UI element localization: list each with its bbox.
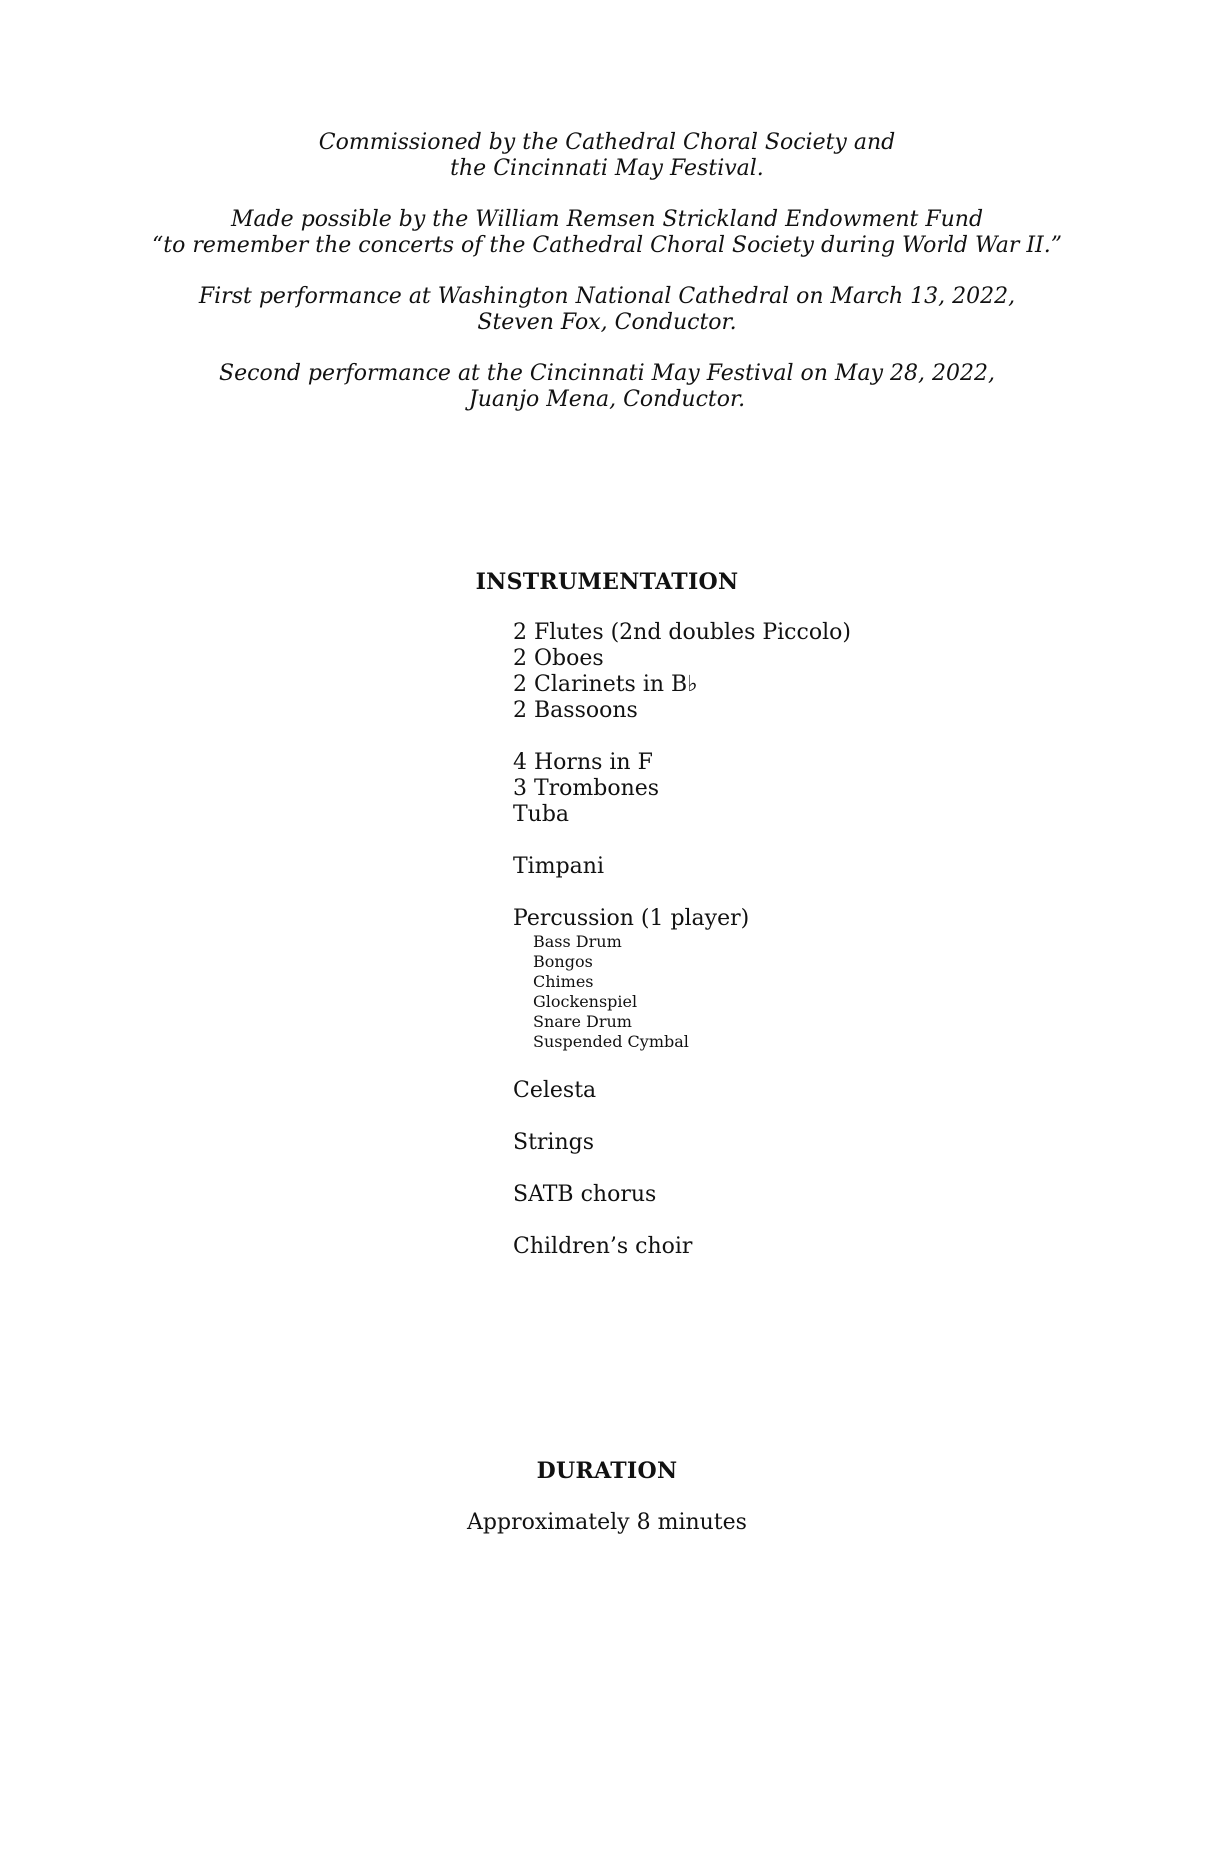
note-line: Juanjo Mena, Conductor. — [468, 387, 746, 412]
percussion-instrument: Snare Drum — [533, 1012, 632, 1031]
instrument-item: 2 Clarinets in B♭ — [513, 672, 698, 697]
instrument-item: Children’s choir — [513, 1234, 693, 1259]
note-line: Steven Fox, Conductor. — [477, 310, 737, 335]
instrument-item: 3 Trombones — [513, 776, 660, 801]
brass-group — [513, 750, 1033, 828]
percussion-label: Percussion (1 player) — [513, 906, 750, 931]
instrumentation-heading: INSTRUMENTATION — [475, 569, 739, 595]
note-line: Made possible by the William Remsen Strickland Endowment Fund — [230, 207, 984, 232]
instrument-item: Celesta — [513, 1078, 597, 1103]
percussion-instrument: Bass Drum — [533, 932, 622, 951]
strings-group — [513, 1130, 1033, 1156]
woodwinds-group — [513, 620, 1033, 724]
timpani-group — [513, 854, 1033, 880]
percussion-instrument: Glockenspiel — [533, 992, 638, 1011]
commission-note — [0, 130, 1214, 182]
note-line: “to remember the concerts of the Cathedral Choral Society during World War II.” — [152, 233, 1062, 258]
percussion-instrument: Bongos — [533, 952, 593, 971]
percussion-instrument: Chimes — [533, 972, 594, 991]
instrument-item: 2 Bassoons — [513, 698, 638, 723]
childrens-choir-group — [513, 1234, 1033, 1260]
first-performance-note — [0, 284, 1214, 336]
duration-heading: DURATION — [536, 1458, 678, 1484]
instrument-item: Tuba — [513, 802, 570, 827]
duration-value: Approximately 8 minutes — [467, 1510, 747, 1535]
note-line: Second performance at the Cincinnati May Festival on May 28, 2022, — [219, 361, 995, 386]
instrument-item: Strings — [513, 1130, 595, 1155]
instrument-item: 2 Flutes (2nd doubles Piccolo) — [513, 620, 851, 645]
percussion-instrument: Suspended Cymbal — [533, 1032, 689, 1051]
funding-note — [0, 207, 1214, 259]
instrument-item: 2 Oboes — [513, 646, 604, 671]
percussion-instruments — [513, 932, 1033, 1052]
instrument-item: 4 Horns in F — [513, 750, 653, 775]
percussion-group — [513, 906, 1033, 1052]
instrumentation-list — [513, 620, 1033, 1286]
instrument-item: Timpani — [513, 854, 604, 879]
note-line: Commissioned by the Cathedral Choral Society and — [318, 130, 896, 155]
second-performance-note — [0, 361, 1214, 413]
performance-notes — [0, 130, 1214, 438]
celesta-group — [513, 1078, 1033, 1104]
instrument-item: SATB chorus — [513, 1182, 657, 1207]
note-line: the Cincinnati May Festival. — [450, 156, 764, 181]
note-line: First performance at Washington National Cathedral on March 13, 2022, — [198, 284, 1016, 309]
chorus-group — [513, 1182, 1033, 1208]
